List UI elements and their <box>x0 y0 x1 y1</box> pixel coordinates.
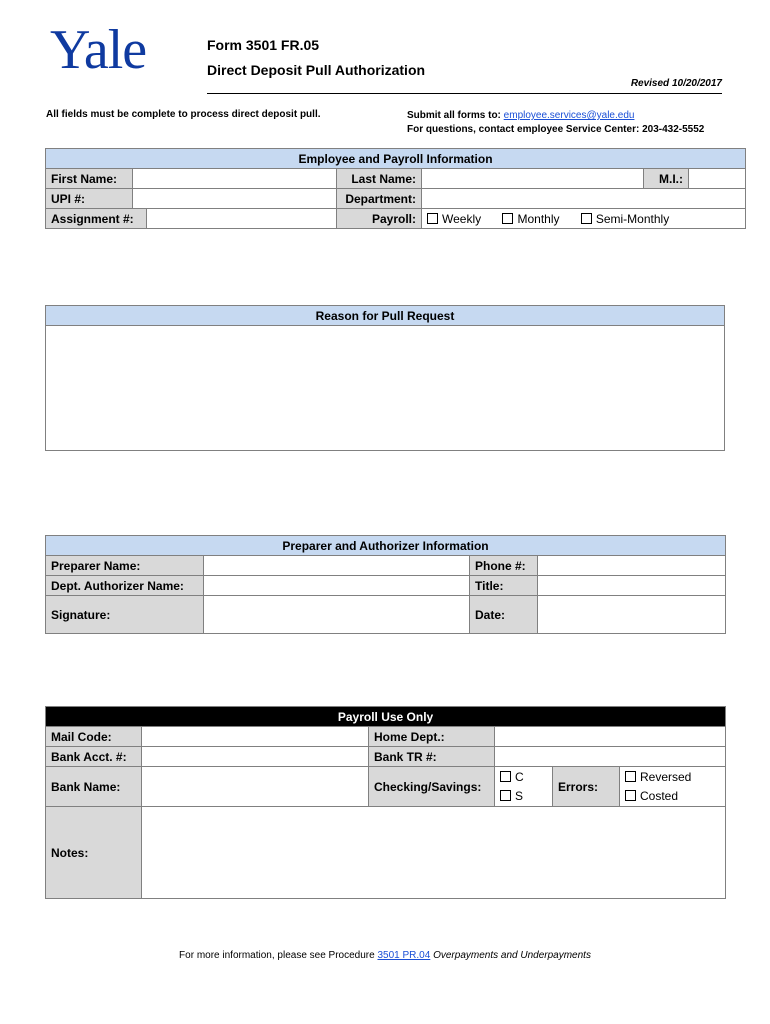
preparer-name-field[interactable] <box>204 556 470 576</box>
option-label: C <box>515 770 524 784</box>
first-name-label: First Name: <box>46 169 133 189</box>
submit-label: Submit all forms to: <box>407 110 504 121</box>
phone-field[interactable] <box>538 556 726 576</box>
mi-field[interactable] <box>689 169 746 189</box>
errors-options <box>620 767 726 807</box>
home-dept-label: Home Dept.: <box>369 727 495 747</box>
header-divider <box>207 93 722 94</box>
employee-payroll-section <box>45 148 746 229</box>
checkbox-icon <box>625 790 636 801</box>
errors-label: Errors: <box>553 767 620 807</box>
payroll-label: Payroll: <box>337 209 422 229</box>
checkbox-icon <box>500 771 511 782</box>
payroll-use-section <box>45 706 726 899</box>
first-name-field[interactable] <box>133 169 337 189</box>
home-dept-field[interactable] <box>495 727 726 747</box>
bank-acct-field[interactable] <box>142 747 369 767</box>
phone-label: Phone #: <box>470 556 538 576</box>
bank-tr-field[interactable] <box>495 747 726 767</box>
checking-checkbox[interactable] <box>500 770 547 784</box>
mail-code-field[interactable] <box>142 727 369 747</box>
form-number: Form 3501 FR.05 <box>207 37 320 53</box>
option-label: Reversed <box>640 770 692 784</box>
upi-label: UPI #: <box>46 189 133 209</box>
last-name-field[interactable] <box>422 169 644 189</box>
footer-suffix: Overpayments and Underpayments <box>430 950 591 961</box>
authorizer-name-label: Dept. Authorizer Name: <box>46 576 204 596</box>
checking-savings-options <box>495 767 553 807</box>
checking-savings-label: Checking/Savings: <box>369 767 495 807</box>
checkbox-icon <box>502 213 513 224</box>
employee-section-heading: Employee and Payroll Information <box>46 149 746 169</box>
footer-prefix: For more information, please see Procedure <box>179 950 378 961</box>
mail-code-label: Mail Code: <box>46 727 142 747</box>
option-label: Costed <box>640 789 679 803</box>
preparer-section-heading: Preparer and Authorizer Information <box>46 536 726 556</box>
revised-date: Revised 10/20/2017 <box>630 78 722 89</box>
authorizer-name-field[interactable] <box>204 576 470 596</box>
last-name-label: Last Name: <box>337 169 422 189</box>
reason-textarea[interactable] <box>46 326 725 451</box>
checkbox-icon <box>625 771 636 782</box>
title-field[interactable] <box>538 576 726 596</box>
bank-name-label: Bank Name: <box>46 767 142 807</box>
bank-tr-label: Bank TR #: <box>369 747 495 767</box>
savings-checkbox[interactable] <box>500 789 547 803</box>
submission-info <box>407 109 704 137</box>
option-label: Monthly <box>517 211 560 226</box>
department-field[interactable] <box>422 189 746 209</box>
assignment-field[interactable] <box>147 209 337 229</box>
bank-acct-label: Bank Acct. #: <box>46 747 142 767</box>
date-field[interactable] <box>538 596 726 634</box>
yale-logo: Yale <box>50 19 147 81</box>
payroll-monthly-checkbox[interactable] <box>502 212 559 226</box>
mi-label: M.I.: <box>644 169 689 189</box>
procedure-link[interactable]: 3501 PR.04 <box>377 950 431 961</box>
footer-note <box>0 950 770 961</box>
title-label: Title: <box>470 576 538 596</box>
questions-contact: For questions, contact employee Service Center: 203-432-5552 <box>407 124 705 135</box>
department-label: Department: <box>337 189 422 209</box>
reason-section-heading: Reason for Pull Request <box>46 306 725 326</box>
payroll-use-heading: Payroll Use Only <box>46 707 726 727</box>
payroll-semimonthly-checkbox[interactable] <box>581 212 669 226</box>
payroll-options <box>422 209 746 229</box>
completion-note: All fields must be complete to process direct deposit pull. <box>46 109 321 120</box>
notes-label: Notes: <box>46 807 142 899</box>
reason-section <box>45 305 725 451</box>
assignment-label: Assignment #: <box>46 209 147 229</box>
submit-email-link[interactable]: employee.services@yale.edu <box>503 110 635 121</box>
reversed-checkbox[interactable] <box>625 770 720 784</box>
option-label: Weekly <box>442 211 482 226</box>
option-label: S <box>515 789 524 803</box>
notes-field[interactable] <box>142 807 726 899</box>
checkbox-icon <box>427 213 438 224</box>
date-label: Date: <box>470 596 538 634</box>
checkbox-icon <box>500 790 511 801</box>
upi-field[interactable] <box>133 189 337 209</box>
payroll-weekly-checkbox[interactable] <box>427 212 481 226</box>
checkbox-icon <box>581 213 592 224</box>
preparer-name-label: Preparer Name: <box>46 556 204 576</box>
bank-name-field[interactable] <box>142 767 369 807</box>
preparer-section <box>45 535 726 634</box>
signature-field[interactable] <box>204 596 470 634</box>
option-label: Semi-Monthly <box>595 211 670 226</box>
signature-label: Signature: <box>46 596 204 634</box>
form-title: Direct Deposit Pull Authorization <box>207 62 426 78</box>
costed-checkbox[interactable] <box>625 789 720 803</box>
